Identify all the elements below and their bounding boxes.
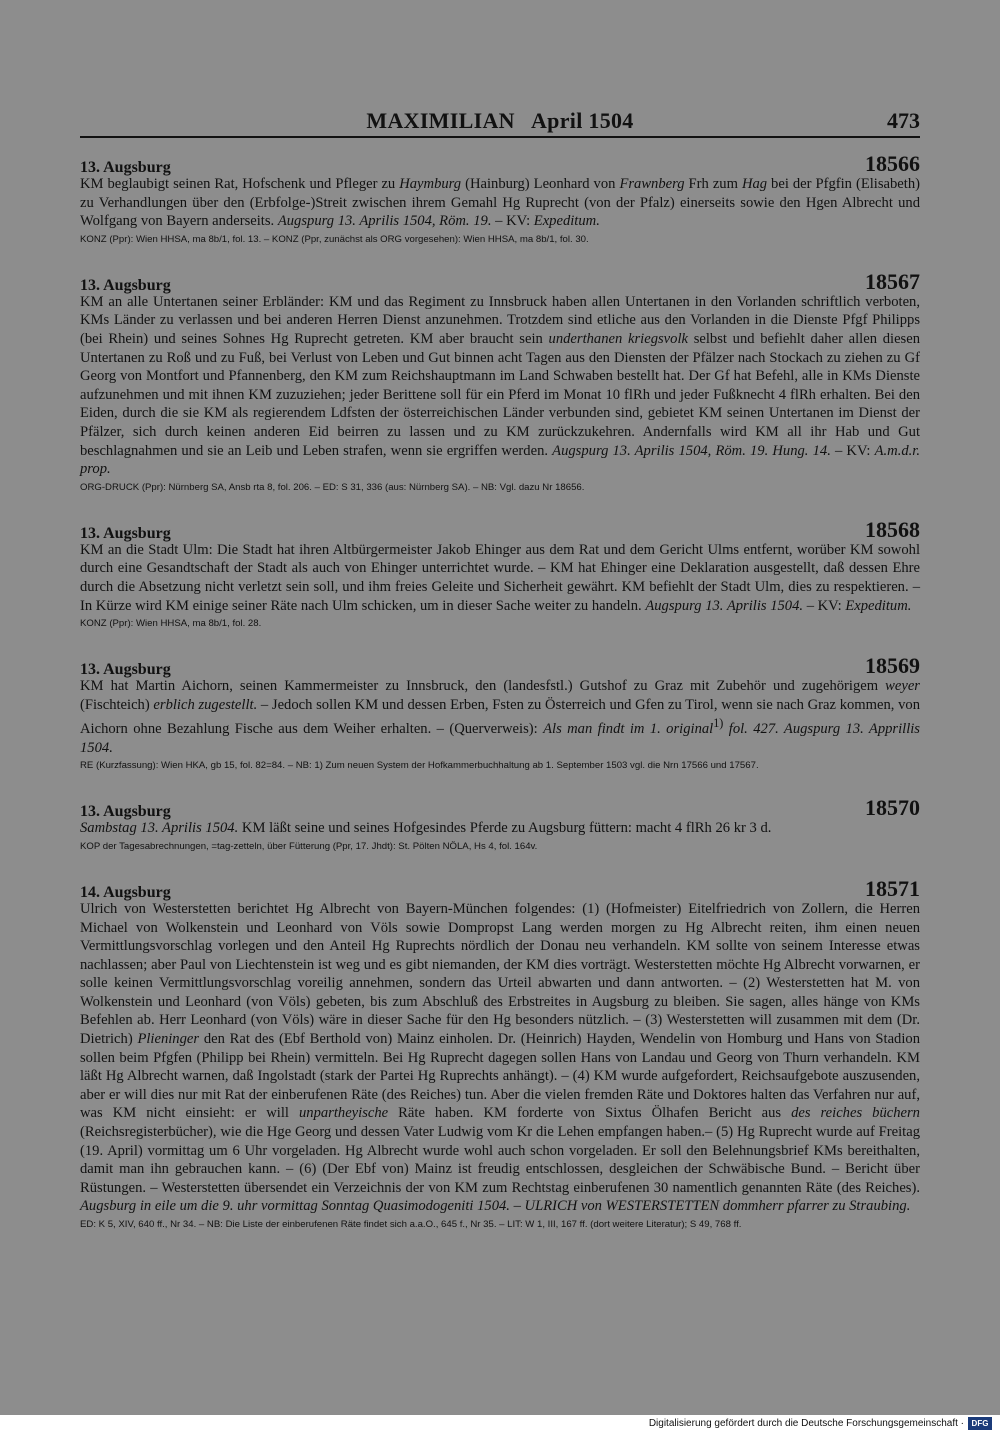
funding-credit: Digitalisierung gefördert durch die Deutsche Forschungsgemeinschaft · [648,1418,964,1429]
entry-number: 18568 [865,516,920,542]
document-body [80,151,921,1258]
entry-heading [80,795,920,821]
entry-heading [80,268,920,295]
entry-date-place: 13. Augsburg [80,803,171,821]
entry-date-place: 13. Augsburg [80,276,171,294]
entry-text: KM beglaubigt seinen Rat, Hofschenk und Pfleger zu Haymburg (Hainburg) Leonhard von Frawnberg Frh zum Hag bei der Pfgfin (Elisabeth) zu Verhandlungen über den (Erbfolge-)Streit zwischen ihrem Gemahl Hg Ruprecht (von der Pfalz) einerseits sowie den Hgen Albrecht und Wolfgang von Bayern anderseits. Augspurg 13. Aprilis 1504, Röm. 19. – KV: Expeditum. [80,176,920,230]
entry-heading [80,151,920,177]
entry-source-note: KONZ (Ppr): Wien HHSA, ma 8b/1, fol. 13. – KONZ (Ppr, zunächst als ORG vorgesehen): Wien HHSA, ma 8b/1, fol. 30. [80,233,589,245]
dfg-logo-icon: DFG [968,1417,992,1430]
regest-entry [80,875,920,1232]
regest-entry [80,151,920,247]
running-header [80,108,920,138]
page-title: MAXIMILIAN April 1504 [366,108,634,133]
entry-heading [80,875,920,902]
entry-number: 18567 [865,268,920,294]
entry-text: KM an die Stadt Ulm: Die Stadt hat ihren Altbürgermeister Jakob Ehinger aus dem Rat und dem Gericht Ulms entfernt, worüber KM sowohl durch eine Gesandtschaft der Stadt als auch von Ehinger unterrichtet wurde. – KM hat Ehinger eine Deklaration ausgestellt, daß dessen Ehre durch die Absetzung nicht verletzt sein soll, und ihm freies Geleite und Sicherheit gewährt. KM befiehlt der Stadt Ulm, dies zu respektieren. – In Kürze wird KM einige seiner Räte nach Ulm schicken, um in dieser Sache weiter zu handeln. Augspurg 13. Aprilis 1504. – KV: Expeditum. [80,541,920,614]
entry-source-note: ORG-DRUCK (Ppr): Nürnberg SA, Ansb rta 8, fol. 206. – ED: S 31, 336 (aus: Nürnberg SA). – NB: Vgl. dazu Nr 18656. [80,481,585,493]
entry-heading [80,516,920,543]
entry-date-place: 13. Augsburg [80,159,171,176]
entry-text: KM hat Martin Aichorn, seinen Kammermeister zu Innsbruck, den (landesfstl.) Gutshof zu Graz mit Zubehör und zugehörigem weyer (Fischteich) erblich zugestellt. – Jedoch sollen KM und dessen Erben, Fsten zu Österreich und Gfen zu Tirol, wenn sie nach Graz kommen, von Aichorn ohne Bezahlung Fische aus dem Weiher erhalten. – (Querverweis): Als man findt im 1. original$^{1)}$ fol. 427. Augspurg 13. Apprillis 1504. [80,678,920,756]
page-number: 473 [887,108,920,133]
entry-date-place: 14. Augsburg [80,883,171,901]
entry-source-note: RE (Kurzfassung): Wien HKA, gb 15, fol. 82=84. – NB: 1) Zum neuen System der Hofkammerbuchhaltung ab 1. September 1503 vgl. die Nrn 17566 und 17567. [80,760,759,772]
entry-text: KM an alle Untertanen seiner Erbländer: KM und das Regiment zu Innsbruck haben allen Untertanen in den Vorlanden schriftlich verboten, KMs Länder zu verlassen und bei anderen Herren Dienst anzunehmen. Trotzdem sind etliche aus den Vorlanden in die Dienste Pfgf Philipps (bei Rhein) und seines Sohnes Hg Ruprecht getreten. KM aber braucht sein underthanen kriegsvolk selbst und befiehlt daher allen diesen Untertanen zu Roß und zu Fuß, bei Verlust von Leben und Gut binnen acht Tagen aus den Diensten der Pfälzer nach Stockach zu ziehen zu Gf Georg von Montfort und Pfannenberg, den KM zum Reichshauptmann im Land Schwaben bestellt hat. Der Gf hat Befehl, alle in KMs Dienste aufzunehmen und mit ihnen KM zuzuziehen; jeder Berittene soll für ein Pferd im Monat 10 flRh und jeder Fußknecht 4 flRh erhalten. Bei den Eiden, durch die sie KM als regierendem Ldfsten der österreichischen Länder verbunden sind, gebietet KM seinen Untertanen im Dienst der Pfälzer, sich durch keinen anderen Eid beirren zu lassen und zu KM zurückzukehren. Andernfalls wird KM all ihr Hab und Gut beschlagnahmen und sie an Leib und Leben strafen, wenn sie ergriffen werden. Augspurg 13. Aprilis 1504, Röm. 19. Hung. 14. – KV: A.m.d.r. prop. [80,293,921,478]
entry-number: 18571 [865,875,920,901]
regest-entry [80,268,921,495]
entry-number: 18570 [865,795,920,821]
regest-entry [80,516,920,631]
entry-text: Ulrich von Westerstetten berichtet Hg Albrecht von Bayern-München folgendes: (1) (Hofmeister) Eitelfriedrich von Zollern, die Herren Michael von Wolkenstein und Leonhard von Völs sowie Dompropst Lang werden morgen zu Hg Albrecht reiten, ihm einen neuen Vermittlungsvorschlag vorlegen und den Anteil Hg Ruprechts nördlich der Donau neu verhandeln. KM sollte von seinem Interesse etwas nachlassen; aber Paul von Liechtenstein ist weg und es gibt niemanden, der KM dies vorträgt. Westerstetten möchte Hg Albrecht vorwarnen, er solle keinen Vermittlungsvorschlag voreilig annehmen, sondern das Urteil abwarten und dann antworten. – (2) Westerstetten hat M. von Wolkenstein und Leonhard (von Völs) gebeten, bis zum Abschluß des Erbstreites in Augsburg zu bleiben. Sie sagen, alles hänge von KMs Befehlen ab. Herr Leonhard (von Völs) wäre in dieser Sache für den Hg besonders nützlich. – (3) Westerstetten will zusammen mit dem (Dr. Dietrich) Plieninger den Rat des (Ebf Berthold von) Mainz einholen. Dr. (Heinrich) Hayden, Wendelin von Homburg und Hans von Stadion sollen beim Pfgfen (Philipp bei Rhein) vermitteln. Bei Hg Ruprecht dagegen sollen Hans von Landau und Georg von Thurn verhandeln. KM läßt Hg Albrecht warnen, daß Ingolstadt (stark der Partei Hg Ruprechts anhängt). – (4) KM wurde aufgefordert, Reichsaufgebote auszusenden, aber er will dies nur mit Rat der einberufenen Räte (des Reiches) tun. Aber die vielen fremden Räte und Doktores halten das Verfahren nur auf, was KM nicht einsieht: er will unpartheyische Räte haben. KM forderte von Sixtus Ölhafen Bericht aus des reiches büchern (Reichsregisterbücher), wie die Hge Georg und dessen Vater Ludwig vom Kr die Lehen empfangen haben.– (5) Hg Ruprecht wurde auf Freitag (19. April) vormittag um 6 Uhr vorgeladen. Hg Albrecht wurde wohl auch schon vorgeladen. Er soll den Belehnungsbrief KMs bereithalten, damit man ihn gebrauchen kann. – (6) (Der Ebf von) Mainz ist freudig entschlossen, desgleichen der Schwäbische Bund. – Bericht über Rüstungen. – Westerstetten übersendet ein Verzeichnis der von KM zum Rechtstag einberufenen 30 namentlich genannten Räte (des Reiches). Augsburg in eile um die 9. uhr vormittag Sonntag Quasimodogeniti 1504. – ULRICH von WESTERSTETTEN dommherr pfarrer zu Straubing. [80,900,920,1215]
entry-number: 18566 [865,151,920,176]
regest-entry [80,795,920,854]
entry-number: 18569 [865,653,920,679]
entry-source-note: KONZ (Ppr): Wien HHSA, ma 8b/1, fol. 28. [80,618,262,630]
footer-bar [0,1415,1000,1434]
entry-source-note: ED: K 5, XIV, 640 ff., Nr 34. – NB: Die Liste der einberufenen Räte findet sich a.a.O., 645 f., Nr 35. – LIT: W 1, III, 167 ff. (dort weitere Literatur); S 49, 768 ff. [80,1219,742,1231]
entry-date-place: 13. Augsburg [80,661,171,679]
entry-date-place: 13. Augsburg [80,524,171,542]
entry-heading [80,653,920,679]
entry-text: Sambstag 13. Aprilis 1504. KM läßt seine und seines Hofgesindes Pferde zu Augsburg füttern: macht 4 flRh 26 kr 3 d. [80,820,772,837]
entry-source-note: KOP der Tagesabrechnungen, =tag-zetteln, über Fütterung (Ppr, 17. Jhdt): St. Pölten NÖLA, Hs 4, fol. 164v. [80,840,538,852]
regest-entry [80,653,920,773]
